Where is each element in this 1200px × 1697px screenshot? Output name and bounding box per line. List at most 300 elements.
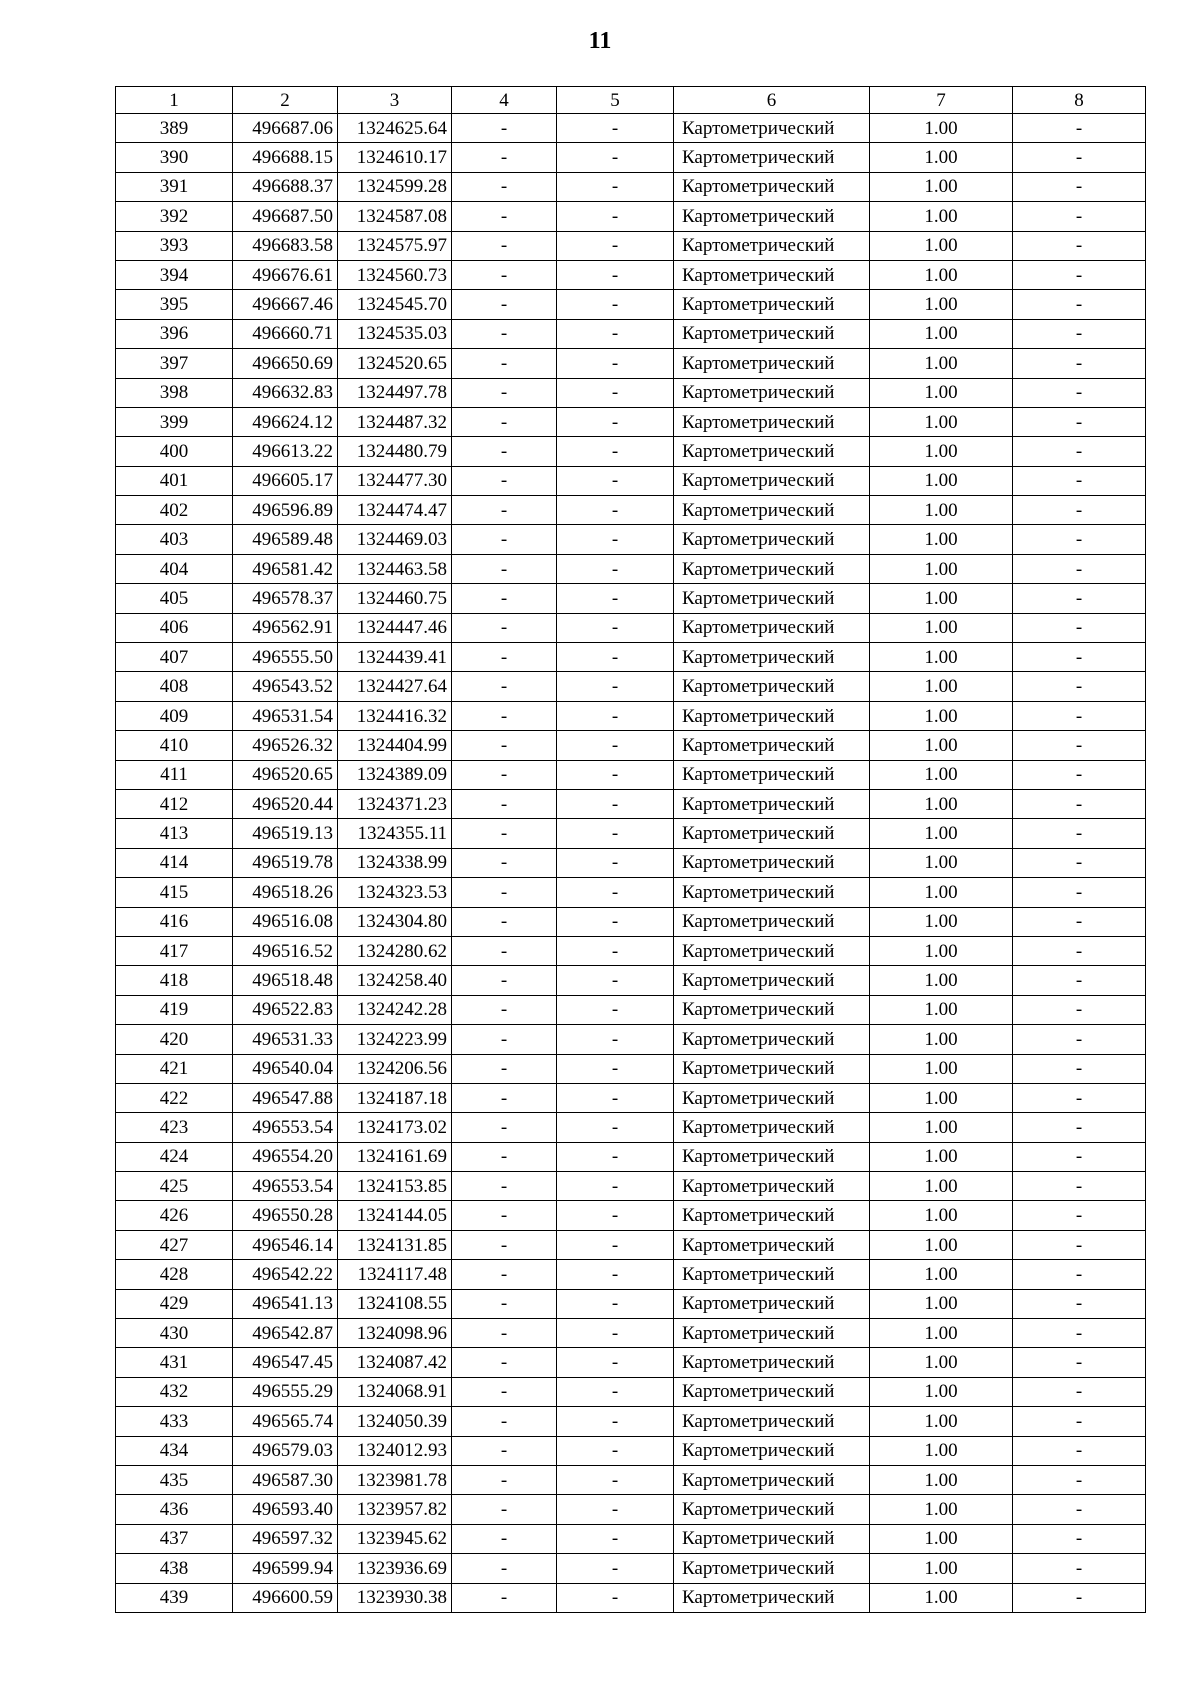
point-number-cell: 426 [116,1201,233,1230]
table-row [116,1230,1146,1259]
x-coordinate-cell: 496531.54 [233,701,338,730]
column-4-cell: - [452,1524,557,1553]
x-coordinate-cell: 496688.15 [233,143,338,172]
column-8-cell: - [1013,819,1146,848]
column-5-cell: - [557,936,674,965]
table-row [116,1172,1146,1201]
table-row [116,819,1146,848]
x-coordinate-cell: 496526.32 [233,731,338,760]
column-8-cell: - [1013,1583,1146,1612]
column-header: 4 [452,87,557,114]
column-5-cell: - [557,584,674,613]
y-coordinate-cell: 1323981.78 [338,1465,452,1494]
point-number-cell: 394 [116,260,233,289]
method-cell: Картометрический [674,848,870,877]
column-5-cell: - [557,1377,674,1406]
x-coordinate-cell: 496531.33 [233,1025,338,1054]
column-8-cell: - [1013,1377,1146,1406]
method-cell: Картометрический [674,936,870,965]
accuracy-cell: 1.00 [870,1025,1013,1054]
accuracy-cell: 1.00 [870,202,1013,231]
column-5-cell: - [557,525,674,554]
column-4-cell: - [452,907,557,936]
point-number-cell: 401 [116,466,233,495]
column-8-cell: - [1013,1201,1146,1230]
accuracy-cell: 1.00 [870,1172,1013,1201]
y-coordinate-cell: 1324599.28 [338,172,452,201]
column-8-cell: - [1013,1407,1146,1436]
point-number-cell: 408 [116,672,233,701]
point-number-cell: 425 [116,1172,233,1201]
table-row [116,1025,1146,1054]
point-number-cell: 400 [116,437,233,466]
column-8-cell: - [1013,1465,1146,1494]
column-5-cell: - [557,143,674,172]
page-number: 11 [588,28,612,54]
point-number-cell: 421 [116,1054,233,1083]
table-header-row [116,87,1146,114]
column-5-cell: - [557,319,674,348]
column-5-cell: - [557,878,674,907]
point-number-cell: 395 [116,290,233,319]
x-coordinate-cell: 496624.12 [233,407,338,436]
accuracy-cell: 1.00 [870,319,1013,348]
table-row [116,907,1146,936]
y-coordinate-cell: 1324560.73 [338,260,452,289]
method-cell: Картометрический [674,1554,870,1583]
accuracy-cell: 1.00 [870,466,1013,495]
point-number-cell: 412 [116,789,233,818]
table-row [116,995,1146,1024]
column-8-cell: - [1013,143,1146,172]
column-8-cell: - [1013,1113,1146,1142]
column-5-cell: - [557,554,674,583]
y-coordinate-cell: 1324173.02 [338,1113,452,1142]
point-number-cell: 398 [116,378,233,407]
y-coordinate-cell: 1324304.80 [338,907,452,936]
x-coordinate-cell: 496519.78 [233,848,338,877]
table-row [116,349,1146,378]
table-row [116,848,1146,877]
method-cell: Картометрический [674,1583,870,1612]
accuracy-cell: 1.00 [870,1436,1013,1465]
accuracy-cell: 1.00 [870,554,1013,583]
method-cell: Картометрический [674,966,870,995]
table-row [116,143,1146,172]
column-5-cell: - [557,995,674,1024]
point-number-cell: 415 [116,878,233,907]
table-row [116,1260,1146,1289]
table-row [116,319,1146,348]
method-cell: Картометрический [674,731,870,760]
column-4-cell: - [452,1230,557,1259]
column-5-cell: - [557,1436,674,1465]
method-cell: Картометрический [674,819,870,848]
column-8-cell: - [1013,231,1146,260]
accuracy-cell: 1.00 [870,143,1013,172]
point-number-cell: 391 [116,172,233,201]
column-5-cell: - [557,114,674,143]
column-5-cell: - [557,1465,674,1494]
accuracy-cell: 1.00 [870,1554,1013,1583]
x-coordinate-cell: 496543.52 [233,672,338,701]
column-8-cell: - [1013,907,1146,936]
y-coordinate-cell: 1324469.03 [338,525,452,554]
column-4-cell: - [452,1407,557,1436]
table-row [116,1465,1146,1494]
column-8-cell: - [1013,848,1146,877]
column-4-cell: - [452,554,557,583]
x-coordinate-cell: 496593.40 [233,1495,338,1524]
accuracy-cell: 1.00 [870,613,1013,642]
column-8-cell: - [1013,260,1146,289]
column-5-cell: - [557,907,674,936]
table-row [116,1348,1146,1377]
y-coordinate-cell: 1324389.09 [338,760,452,789]
column-5-cell: - [557,1524,674,1553]
column-4-cell: - [452,496,557,525]
accuracy-cell: 1.00 [870,290,1013,319]
table-row [116,966,1146,995]
method-cell: Картометрический [674,1201,870,1230]
method-cell: Картометрический [674,1348,870,1377]
column-8-cell: - [1013,1495,1146,1524]
column-4-cell: - [452,319,557,348]
column-4-cell: - [452,995,557,1024]
x-coordinate-cell: 496687.50 [233,202,338,231]
column-8-cell: - [1013,613,1146,642]
column-4-cell: - [452,1465,557,1494]
table-row [116,1436,1146,1465]
accuracy-cell: 1.00 [870,525,1013,554]
column-5-cell: - [557,966,674,995]
accuracy-cell: 1.00 [870,114,1013,143]
point-number-cell: 429 [116,1289,233,1318]
column-4-cell: - [452,672,557,701]
method-cell: Картометрический [674,995,870,1024]
y-coordinate-cell: 1324477.30 [338,466,452,495]
accuracy-cell: 1.00 [870,172,1013,201]
accuracy-cell: 1.00 [870,407,1013,436]
column-4-cell: - [452,613,557,642]
table-row [116,1583,1146,1612]
column-5-cell: - [557,437,674,466]
table-row [116,789,1146,818]
column-5-cell: - [557,231,674,260]
y-coordinate-cell: 1323945.62 [338,1524,452,1553]
column-4-cell: - [452,1319,557,1348]
method-cell: Картометрический [674,290,870,319]
point-number-cell: 420 [116,1025,233,1054]
method-cell: Картометрический [674,143,870,172]
x-coordinate-cell: 496597.32 [233,1524,338,1553]
table-row [116,202,1146,231]
table-row [116,1054,1146,1083]
accuracy-cell: 1.00 [870,701,1013,730]
point-number-cell: 422 [116,1083,233,1112]
column-8-cell: - [1013,1554,1146,1583]
x-coordinate-cell: 496547.88 [233,1083,338,1112]
column-8-cell: - [1013,1025,1146,1054]
accuracy-cell: 1.00 [870,760,1013,789]
y-coordinate-cell: 1324474.47 [338,496,452,525]
point-number-cell: 390 [116,143,233,172]
y-coordinate-cell: 1324098.96 [338,1319,452,1348]
column-5-cell: - [557,1260,674,1289]
y-coordinate-cell: 1323930.38 [338,1583,452,1612]
method-cell: Картометрический [674,260,870,289]
column-5-cell: - [557,789,674,818]
table-row [116,1201,1146,1230]
x-coordinate-cell: 496522.83 [233,995,338,1024]
column-4-cell: - [452,349,557,378]
column-8-cell: - [1013,1289,1146,1318]
x-coordinate-cell: 496553.54 [233,1113,338,1142]
method-cell: Картометрический [674,1025,870,1054]
y-coordinate-cell: 1324545.70 [338,290,452,319]
y-coordinate-cell: 1324447.46 [338,613,452,642]
accuracy-cell: 1.00 [870,1495,1013,1524]
method-cell: Картометрический [674,114,870,143]
table-row [116,466,1146,495]
column-8-cell: - [1013,1054,1146,1083]
method-cell: Картометрический [674,319,870,348]
point-number-cell: 393 [116,231,233,260]
point-number-cell: 430 [116,1319,233,1348]
x-coordinate-cell: 496596.89 [233,496,338,525]
x-coordinate-cell: 496542.87 [233,1319,338,1348]
table-body [116,114,1146,1613]
table-row [116,1319,1146,1348]
column-5-cell: - [557,202,674,231]
y-coordinate-cell: 1324280.62 [338,936,452,965]
y-coordinate-cell: 1324480.79 [338,437,452,466]
y-coordinate-cell: 1324068.91 [338,1377,452,1406]
column-header: 5 [557,87,674,114]
accuracy-cell: 1.00 [870,231,1013,260]
column-8-cell: - [1013,378,1146,407]
table-row [116,613,1146,642]
column-4-cell: - [452,1142,557,1171]
x-coordinate-cell: 496667.46 [233,290,338,319]
column-8-cell: - [1013,437,1146,466]
y-coordinate-cell: 1323936.69 [338,1554,452,1583]
column-header: 8 [1013,87,1146,114]
x-coordinate-cell: 496632.83 [233,378,338,407]
column-4-cell: - [452,378,557,407]
method-cell: Картометрический [674,1436,870,1465]
method-cell: Картометрический [674,1054,870,1083]
column-4-cell: - [452,731,557,760]
column-4-cell: - [452,1436,557,1465]
column-8-cell: - [1013,789,1146,818]
column-8-cell: - [1013,1142,1146,1171]
accuracy-cell: 1.00 [870,995,1013,1024]
method-cell: Картометрический [674,407,870,436]
column-5-cell: - [557,819,674,848]
x-coordinate-cell: 496565.74 [233,1407,338,1436]
table-row [116,437,1146,466]
y-coordinate-cell: 1324117.48 [338,1260,452,1289]
column-8-cell: - [1013,1083,1146,1112]
y-coordinate-cell: 1324161.69 [338,1142,452,1171]
column-5-cell: - [557,701,674,730]
table-row [116,643,1146,672]
column-4-cell: - [452,966,557,995]
column-8-cell: - [1013,525,1146,554]
method-cell: Картометрический [674,1260,870,1289]
column-5-cell: - [557,1083,674,1112]
column-5-cell: - [557,172,674,201]
column-8-cell: - [1013,760,1146,789]
column-8-cell: - [1013,466,1146,495]
x-coordinate-cell: 496688.37 [233,172,338,201]
column-8-cell: - [1013,496,1146,525]
column-8-cell: - [1013,114,1146,143]
y-coordinate-cell: 1324610.17 [338,143,452,172]
y-coordinate-cell: 1324487.32 [338,407,452,436]
table-row [116,1142,1146,1171]
accuracy-cell: 1.00 [870,1083,1013,1112]
accuracy-cell: 1.00 [870,819,1013,848]
column-8-cell: - [1013,1319,1146,1348]
point-number-cell: 399 [116,407,233,436]
x-coordinate-cell: 496518.26 [233,878,338,907]
column-5-cell: - [557,1319,674,1348]
accuracy-cell: 1.00 [870,1230,1013,1259]
x-coordinate-cell: 496553.54 [233,1172,338,1201]
column-4-cell: - [452,701,557,730]
column-5-cell: - [557,1554,674,1583]
y-coordinate-cell: 1324427.64 [338,672,452,701]
x-coordinate-cell: 496520.44 [233,789,338,818]
method-cell: Картометрический [674,496,870,525]
column-4-cell: - [452,1554,557,1583]
point-number-cell: 424 [116,1142,233,1171]
x-coordinate-cell: 496589.48 [233,525,338,554]
column-4-cell: - [452,466,557,495]
column-8-cell: - [1013,1348,1146,1377]
column-4-cell: - [452,231,557,260]
y-coordinate-cell: 1324520.65 [338,349,452,378]
point-number-cell: 407 [116,643,233,672]
column-5-cell: - [557,1495,674,1524]
column-header: 3 [338,87,452,114]
point-number-cell: 396 [116,319,233,348]
method-cell: Картометрический [674,1465,870,1494]
accuracy-cell: 1.00 [870,936,1013,965]
y-coordinate-cell: 1324338.99 [338,848,452,877]
x-coordinate-cell: 496541.13 [233,1289,338,1318]
y-coordinate-cell: 1324153.85 [338,1172,452,1201]
point-number-cell: 417 [116,936,233,965]
column-header: 6 [674,87,870,114]
column-8-cell: - [1013,319,1146,348]
accuracy-cell: 1.00 [870,584,1013,613]
column-4-cell: - [452,437,557,466]
column-8-cell: - [1013,1230,1146,1259]
method-cell: Картометрический [674,525,870,554]
accuracy-cell: 1.00 [870,1348,1013,1377]
column-8-cell: - [1013,584,1146,613]
x-coordinate-cell: 496547.45 [233,1348,338,1377]
x-coordinate-cell: 496516.52 [233,936,338,965]
column-4-cell: - [452,260,557,289]
point-number-cell: 409 [116,701,233,730]
accuracy-cell: 1.00 [870,437,1013,466]
x-coordinate-cell: 496578.37 [233,584,338,613]
column-8-cell: - [1013,1172,1146,1201]
x-coordinate-cell: 496550.28 [233,1201,338,1230]
x-coordinate-cell: 496587.30 [233,1465,338,1494]
point-number-cell: 437 [116,1524,233,1553]
accuracy-cell: 1.00 [870,1142,1013,1171]
table-row [116,496,1146,525]
table-row [116,525,1146,554]
column-8-cell: - [1013,936,1146,965]
column-4-cell: - [452,878,557,907]
column-4-cell: - [452,1201,557,1230]
method-cell: Картометрический [674,1230,870,1259]
method-cell: Картометрический [674,1524,870,1553]
x-coordinate-cell: 496676.61 [233,260,338,289]
column-4-cell: - [452,1054,557,1083]
table-row [116,760,1146,789]
column-4-cell: - [452,172,557,201]
accuracy-cell: 1.00 [870,496,1013,525]
y-coordinate-cell: 1324108.55 [338,1289,452,1318]
accuracy-cell: 1.00 [870,1113,1013,1142]
accuracy-cell: 1.00 [870,878,1013,907]
method-cell: Картометрический [674,349,870,378]
y-coordinate-cell: 1324223.99 [338,1025,452,1054]
column-5-cell: - [557,760,674,789]
column-4-cell: - [452,584,557,613]
table-row [116,1113,1146,1142]
column-4-cell: - [452,936,557,965]
column-4-cell: - [452,1113,557,1142]
column-8-cell: - [1013,995,1146,1024]
point-number-cell: 403 [116,525,233,554]
x-coordinate-cell: 496555.29 [233,1377,338,1406]
method-cell: Картометрический [674,643,870,672]
column-5-cell: - [557,349,674,378]
table-row [116,1495,1146,1524]
x-coordinate-cell: 496613.22 [233,437,338,466]
accuracy-cell: 1.00 [870,1524,1013,1553]
point-number-cell: 431 [116,1348,233,1377]
table-row [116,936,1146,965]
column-4-cell: - [452,407,557,436]
column-4-cell: - [452,1495,557,1524]
y-coordinate-cell: 1324416.32 [338,701,452,730]
y-coordinate-cell: 1324012.93 [338,1436,452,1465]
column-8-cell: - [1013,672,1146,701]
y-coordinate-cell: 1324187.18 [338,1083,452,1112]
method-cell: Картометрический [674,1113,870,1142]
table-row [116,172,1146,201]
column-4-cell: - [452,643,557,672]
table-row [116,584,1146,613]
accuracy-cell: 1.00 [870,966,1013,995]
column-5-cell: - [557,1407,674,1436]
column-8-cell: - [1013,349,1146,378]
column-5-cell: - [557,848,674,877]
y-coordinate-cell: 1324535.03 [338,319,452,348]
table-row [116,701,1146,730]
column-8-cell: - [1013,1436,1146,1465]
y-coordinate-cell: 1324258.40 [338,966,452,995]
